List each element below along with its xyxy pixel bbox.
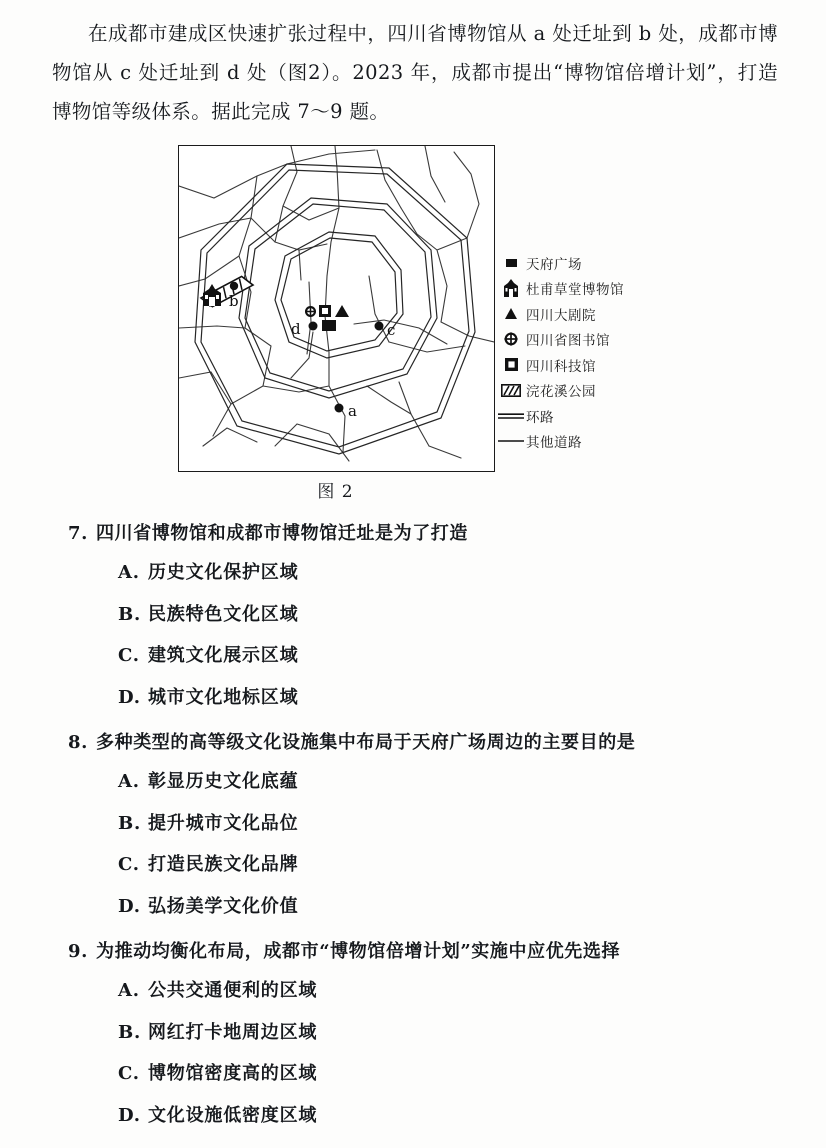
ring-road-inner-a [275,232,403,358]
option-d[interactable] [60,1095,800,1137]
question-stem [60,727,800,759]
filled-triangle-icon [496,308,526,319]
legend-item-sichuan-science-museum [496,352,678,378]
option-key: B. [118,603,142,625]
legend-label: 四川省图书馆 [526,333,610,350]
map-point-c-label: c [387,321,396,339]
map-frame [178,145,495,472]
option-key: C. [118,1063,140,1084]
question-number: 9. [68,941,88,962]
figure-2 [178,145,678,502]
question-number: 7. [68,523,88,544]
option-text: 提升城市文化品位 [148,812,299,834]
option-text: 打造民族文化品牌 [148,854,299,875]
option-key: A. [118,562,140,583]
option-c[interactable] [60,1053,800,1095]
question-number: 8. [68,732,88,753]
pagoda-building-icon [496,279,526,297]
option-key: C. [118,645,140,666]
legend-item-sichuan-grand-theatre [496,301,678,327]
legend-label: 杜甫草堂博物馆 [526,282,624,299]
question-8 [60,727,800,927]
question-7 [60,518,800,718]
option-text: 民族特色文化区域 [148,603,299,625]
ring-road-mid-a [239,198,437,398]
map-point-d-label: d [291,320,301,338]
legend-label: 四川科技馆 [526,358,596,375]
park-area-icon [496,384,526,397]
option-a[interactable] [60,761,800,803]
question-text: 多种类型的高等级文化设施集中布局于天府广场周边的主要目的是 [96,732,636,753]
map-point-c-dot [375,322,384,331]
option-key: D. [118,1104,141,1126]
map-tianfu-square-icon [322,320,336,331]
legend-label: 其他道路 [526,435,582,452]
filled-square-icon [496,259,526,267]
option-text: 历史文化保护区域 [148,562,299,583]
option-key: B. [118,812,142,834]
option-key: A. [118,771,140,792]
city-map-svg [179,146,494,471]
map-library-icon [305,306,316,317]
option-key: D. [118,895,141,917]
option-key: B. [118,1021,142,1043]
option-c[interactable] [60,844,800,886]
legend-item-other-road [496,429,678,455]
legend-label: 环路 [526,409,554,426]
map-center-cluster [291,305,349,338]
legend-label: 浣花溪公园 [526,384,596,401]
map-point-b-dot [230,282,238,290]
map-point-d-dot [309,322,318,331]
map-point-a-dot [335,404,344,413]
map-point-b-label: b [229,292,239,310]
map-point-a-label: a [348,402,357,420]
double-line-icon [496,411,526,421]
passage-text [52,14,778,131]
question-stem [60,518,800,550]
legend-item-tianfu-square [496,250,678,276]
figure-caption: 图 2 [317,482,354,502]
legend-item-ring-road [496,403,678,429]
option-a[interactable] [60,552,800,594]
option-c[interactable] [60,635,800,677]
option-key: D. [118,686,141,708]
option-key: C. [118,854,140,875]
option-key: A. [118,980,140,1001]
single-line-icon [496,436,526,446]
legend-label: 四川大剧院 [526,307,596,324]
option-text: 城市文化地标区域 [148,686,299,708]
question-9 [60,936,800,1136]
question-text: 为推动均衡化布局，成都市“博物馆倍增计划”实施中应优先选择 [96,941,621,962]
question-text: 四川省博物馆和成都市博物馆迁址是为了打造 [96,523,468,544]
option-text: 彰显历史文化底蕴 [148,771,299,792]
question-stem [60,936,800,968]
ring-road-outer-b [201,170,469,447]
ring-road-mid-b [245,204,431,391]
legend-item-huanhuaxi-park [496,378,678,404]
legend-item-sichuan-library [496,327,678,353]
option-d[interactable] [60,677,800,719]
circle-cross-icon [496,332,526,346]
map-legend [496,250,678,454]
question-options [60,761,800,927]
option-b[interactable] [60,803,800,845]
hollow-square-icon [496,358,526,371]
passage-body: 在成都市建成区快速扩张过程中，四川省博物馆从 a 处迁址到 b 处，成都市博物馆从 c 处迁址到 d 处（图2）。2023 年，成都市提出“博物馆倍增计划”，打造博物馆等级体系。据此完成 7～9 题。 [52,22,778,123]
option-text: 建筑文化展示区域 [148,645,299,666]
questions-list [60,518,800,1145]
option-text: 网红打卡地周边区域 [148,1021,318,1043]
option-d[interactable] [60,886,800,928]
option-a[interactable] [60,970,800,1012]
question-options [60,970,800,1136]
legend-item-dufu-cottage-museum [496,276,678,302]
option-text: 公共交通便利的区域 [148,980,318,1001]
option-b[interactable] [60,594,800,636]
question-options [60,552,800,718]
option-text: 弘扬美学文化价值 [148,895,299,917]
option-text: 文化设施低密度区域 [148,1104,318,1126]
legend-label: 天府广场 [526,256,582,273]
other-roads-layer [179,146,494,461]
map-science-museum-icon [319,305,331,317]
map-pagoda-icon [203,284,221,306]
option-b[interactable] [60,1012,800,1054]
option-text: 博物馆密度高的区域 [148,1063,318,1084]
map-theatre-icon [335,305,349,317]
